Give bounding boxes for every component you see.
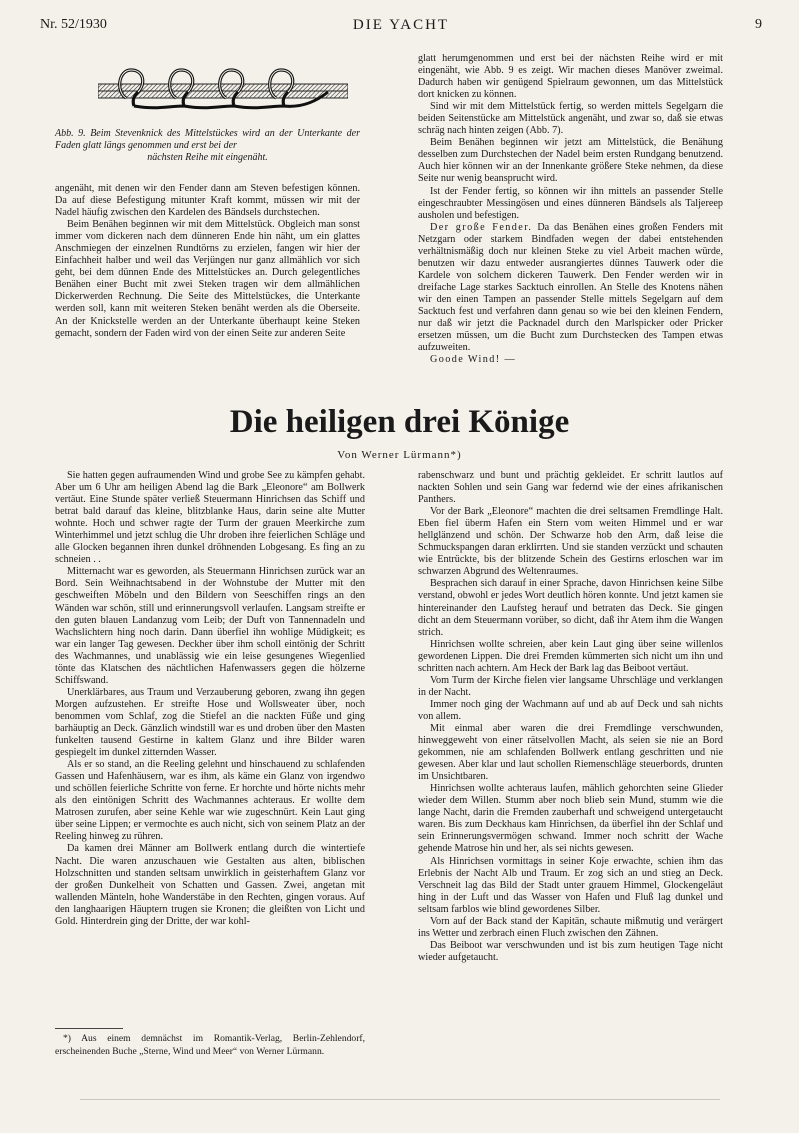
paragraph: Vor der Bark „Eleonore“ machten die drei seltsamen Fremdlinge Halt. Eben fiel überm Hafen ein Stern vom weiten Himmel und er war hellglänzend und schön. Der Schwarze hob den Arm, daß leise die Schmuckspangen daran erklirrten. Und sie standen verzückt und schauten wie Entrückte, bis der blitzende Schein des Gestirns erloschen war im schwarzen Abgrund des Weltenraumes. bbox=[418, 506, 723, 578]
paragraph: Da kamen drei Männer am Bollwerk entlang durch die wintertiefe Nacht. Die waren anzuschauen wie Gestalten aus alten, biblischen Holzschnitten und standen seltsam unwirklich in geisterhaftem Glanz vor der großen Dunkelheit von Schatten und Gassen. Zwei, angetan mit wallenden Mänteln, hohe Wanderstäbe in den Rechten, gingen voraus. Auf den langhaarigen Häuptern trugen sie Kronen; die gleißten von Licht und Gold. Hinterdrein ging der Dritte, der war kohl- bbox=[55, 843, 365, 927]
paragraph: rabenschwarz und bunt und prächtig gekleidet. Er schritt lautlos auf nackten Sohlen und sein Gang war federnd wie der eines afrikanischen Panthers. bbox=[418, 470, 723, 506]
footnote bbox=[55, 1033, 365, 1058]
paragraph: Beim Benähen beginnen wir mit dem Mittelstück. Obgleich man sonst immer vom dickeren nach dem dünneren Ende hin näht, um ein glattes Anschmiegen der einzelnen Rundtörns zu erzielen, fangen wir hier der Einfachheit halber und weil das Verjüngen nur ganz allmählich vor sich geht, bei dem dünnen Ende des Mittelstückes an. Durch gelegentliches Benähen einer Bucht mit zwei Steken tragen wir dem allmählichen Dickerwerden Rechnung. Die Seite des Mittelstückes, die Unterkante werden soll, kann mit weiteren Steken benäht werden als die Oberseite. An der Knickstelle werden an der Unterkante überhaupt keine Steken gemacht, sondern der Faden wird von der einen Seite zur anderen Seite bbox=[55, 219, 360, 339]
paragraph: Hinrichsen wollte achteraus laufen, mählich gehorchten seine Glieder wieder dem Willen. Stumm aber noch blieb sein Mund, stumm wie die lange Nacht, darin die Fremden zauberhaft und schweigend untergetaucht waren. Bis zum Deckhaus kam Hinrichsen, da überfiel ihn der Schlaf und sein Erinnerungsvermögen schwand. Immer noch schritt der Wache gehende Matrose hin und her, als sei nichts gewesen. bbox=[418, 783, 723, 855]
section-text: Da das Benähen eines großen Fenders mit Netzgarn oder starkem Bindfaden wegen der dabei entstehenden verhältnismäßig doch nur kleinen Steke zu viel Arbeit machen würde, benutzen wir dazu entweder ausrangiertes dünnes Tauwerk oder die Kardele von solchem dickeren Tauwerk. Den Fender werden wir in dreifache Lage starkes Sacktuch einrollen. An Stelle des Knotens nähen wir den einen Tampen an passender Stelle mittels Segelgarn auf dem Sacktuch fest und verfahren dann genau so wie bei den kleinen Fendern, nur daß wir jetzt die Packnadel durch den Marlspicker oder Pricker ersetzen müssen, um die Bucht zum Durchstecken des Tampen etwas aufzuweiten. bbox=[418, 221, 723, 354]
paragraph: Als Hinrichsen vormittags in seiner Koje erwachte, schien ihm das Erlebnis der Nacht Alb und Traum. Er zog sich an und stieg an Deck. Verschneit lag das Bild der Stadt unter grauem Himmel, Glockengeläut hing in der Luft und das Wasser von Hafen und Fluß lag dunkel und seltsam farblos wie blind gewordenes Silber. bbox=[418, 855, 723, 915]
section-heading: Der große Fender. bbox=[430, 221, 533, 233]
paragraph: angenäht, mit denen wir den Fender dann am Steven befestigen können. Da auf diese Befestigung mitunter Kraft kommt, müssen wir mit der Nadel häufig zwischen den Kardelen des Bändsels durchstechen. bbox=[55, 183, 360, 219]
figure-caption bbox=[55, 128, 360, 164]
magazine-title: DIE YACHT bbox=[352, 17, 450, 33]
paragraph: Sie hatten gegen aufraumenden Wind und grobe See zu kämpfen gehabt. Aber um 6 Uhr am heiligen Abend lag die Bark „Eleonore“ am Bollwerk vertäut. Eine Stunde später verließ Steuermann Hinrichsen das Schiff und betrat bald darauf das kleine, blitzblanke Haus, darin seine alte Mutter wohnte. Hoch und schwer ragte der Turm der grauen Meerkirche zum Winterhimmel und jetzt schlug die Uhr droben ihre feierlichen Schläge und alle Glocken begannen ihren dunkel dröhnenden Lobgesang. Es fing an zu schneien . . bbox=[55, 470, 365, 566]
story-title: Die heiligen drei Könige bbox=[229, 404, 570, 440]
fender-article-left-column bbox=[55, 183, 360, 340]
story-right-column bbox=[418, 470, 723, 964]
paragraph: Vom Turm der Kirche fielen vier langsame Uhrschläge und verklangen in der Nacht. bbox=[418, 674, 723, 698]
story-left-column bbox=[55, 470, 365, 928]
issue-number: Nr. 52/1930 bbox=[40, 17, 107, 32]
page-number: 9 bbox=[755, 17, 762, 32]
paragraph: Unerklärbares, aus Traum und Verzauberung geboren, zwang ihn gegen Morgen aufzustehen. Er streifte Hose und Wollsweater über, noch benommen vom Schlaf, zog die Stiefel an die nackten Füße und ging barhäuptig an Deck. Gänzlich windstill war es und droben über den Masten funkelten tausend Gestirne in kaltem Glanz und ihre Bilder waren gespiegelt im dunkel zitternden Wasser. bbox=[55, 686, 365, 759]
paragraph bbox=[418, 222, 723, 355]
story-byline: Von Werner Lürmann*) bbox=[337, 449, 462, 461]
page-bottom-rule bbox=[80, 1099, 720, 1100]
paragraph: Immer noch ging der Wachmann auf und ab auf Deck und sah nichts von allem. bbox=[418, 698, 723, 722]
paragraph: Besprachen sich darauf in einer Sprache, davon Hinrichsen keine Silbe verstand, obwohl er jedes Wort deutlich hören konnte. Und jetzt kamen sie hintereinander den Laufsteg herauf und betraten das Deck. Sie gingen dicht an dem Steuermann vorüber, so dicht, daß ihr Atem ihm die Wangen strich. bbox=[418, 578, 723, 638]
knot-illustration bbox=[98, 62, 348, 118]
fender-article-right-column bbox=[418, 53, 723, 366]
caption-line-1: Abb. 9. Beim Stevenknick des Mittelstückes wird an der Unterkante der Faden glatt längs genommen und erst bei der bbox=[55, 128, 360, 151]
footnote-divider bbox=[55, 1028, 123, 1029]
paragraph: Hinrichsen wollte schreien, aber kein Laut ging über seine willenlos gewordenen Lippen. Die drei Fremden kümmerten sich nicht um ihn und schritten nach achtern. Am Heck der Bark lag das Beiboot vertäut. bbox=[418, 638, 723, 674]
paragraph: Beim Benähen beginnen wir jetzt am Mittelstück, die Benähung desselben zum Durchstechen der Nadel beim ersten Rundgang benutzend. Auch hier können wir an der Innenkante größere Steke nehmen, da diese Seite nur wenig beansprucht wird. bbox=[418, 137, 723, 185]
paragraph: Vorn auf der Back stand der Kapitän, schaute mißmutig und verärgert ins Wetter und zerbrach einen Fluch zwischen den Zähnen. bbox=[418, 915, 723, 939]
footnote-text: *) Aus einem demnächst im Romantik-Verlag, Berlin-Zehlendorf, erscheinenden Buche „Sterne, Wind und Meer“ von Werner Lürmann. bbox=[55, 1033, 365, 1057]
paragraph: Ist der Fender fertig, so können wir ihn mittels an passender Stelle eingeschraubter Messingösen und eines dünneren Bändsels als Taljereep ausholen und befestigen. bbox=[418, 185, 723, 221]
paragraph: glatt herumgenommen und erst bei der nächsten Reihe wird er mit eingenäht, wie Abb. 9 es zeigt. Wir machen dieses Manöver zweimal. Dadurch haben wir genügend Spielraum gewonnen, um das Mittelstück dort knicken zu können. bbox=[418, 53, 723, 101]
closing-line: Goode Wind! — bbox=[430, 354, 517, 366]
paragraph: Mit einmal aber waren die drei Fremdlinge verschwunden, hinweggeweht von einer rätselvollen Macht, als seien sie nie an Bord gekommen, nie am schlafenden Bollwerk entlang geschritten und nie gewesen. Aber klar und laut schollen Riemenschläge steuerbords, drunten im Unsichtbaren. bbox=[418, 722, 723, 783]
paragraph: Sind wir mit dem Mittelstück fertig, so werden mittels Segelgarn die beiden Seitenstücke am Mittelstück angenäht, und zwar so, daß sie etwas schräg nach hinten zeigen (Abb. 7). bbox=[418, 101, 723, 137]
paragraph: Als er so stand, an die Reeling gelehnt und hinschauend zu schlafenden Gassen und Hafenhäusern, war es ihm, als käme ein Glanz von irgendwo und schöllen feierliche Schritte von ferne. Er horchte und hörte nichts mehr als den eintönigen Schritt des Wachmannes achteraus. Er wollte dem Matrosen zurufen, aber seine Kehle war wie zugeschnürt. Kein Laut ging über seine Lippen; er vermochte es auch nicht, sich von seinem Platz an der Reeling hinweg zu rühren. bbox=[55, 759, 365, 843]
page-header bbox=[40, 17, 762, 37]
paragraph: Das Beiboot war verschwunden und ist bis zum heutigen Tage nicht wieder aufgetaucht. bbox=[418, 939, 723, 963]
paragraph: Mitternacht war es geworden, als Steuermann Hinrichsen zurück war an Bord. Sein Weihnachtsabend in der Wohnstube der Mutter mit den geschweiften Möbeln und den Bildern von Seeschiffen rings an den Wänden war schön, still und erinnerungsvoll verlaufen. Langsam streifte er den guten blauen Landanzug vom Leib; der Duft von Tannennadeln und Wachslichtern hing noch darin. Dann überfiel ihn wohlige Müdigkeit; es war ein langer Tag gewesen. Deckher über ihm scholl eintönig der Schritt des Wachmannes, und unablässig wie ein leise gesungenes Wiegenlied tönte das Klatschen des nächtlichen Hafenwassers gegen die hölzerne Schiffswand. bbox=[55, 566, 365, 686]
caption-line-2: nächsten Reihe mit eingenäht. bbox=[147, 152, 268, 163]
